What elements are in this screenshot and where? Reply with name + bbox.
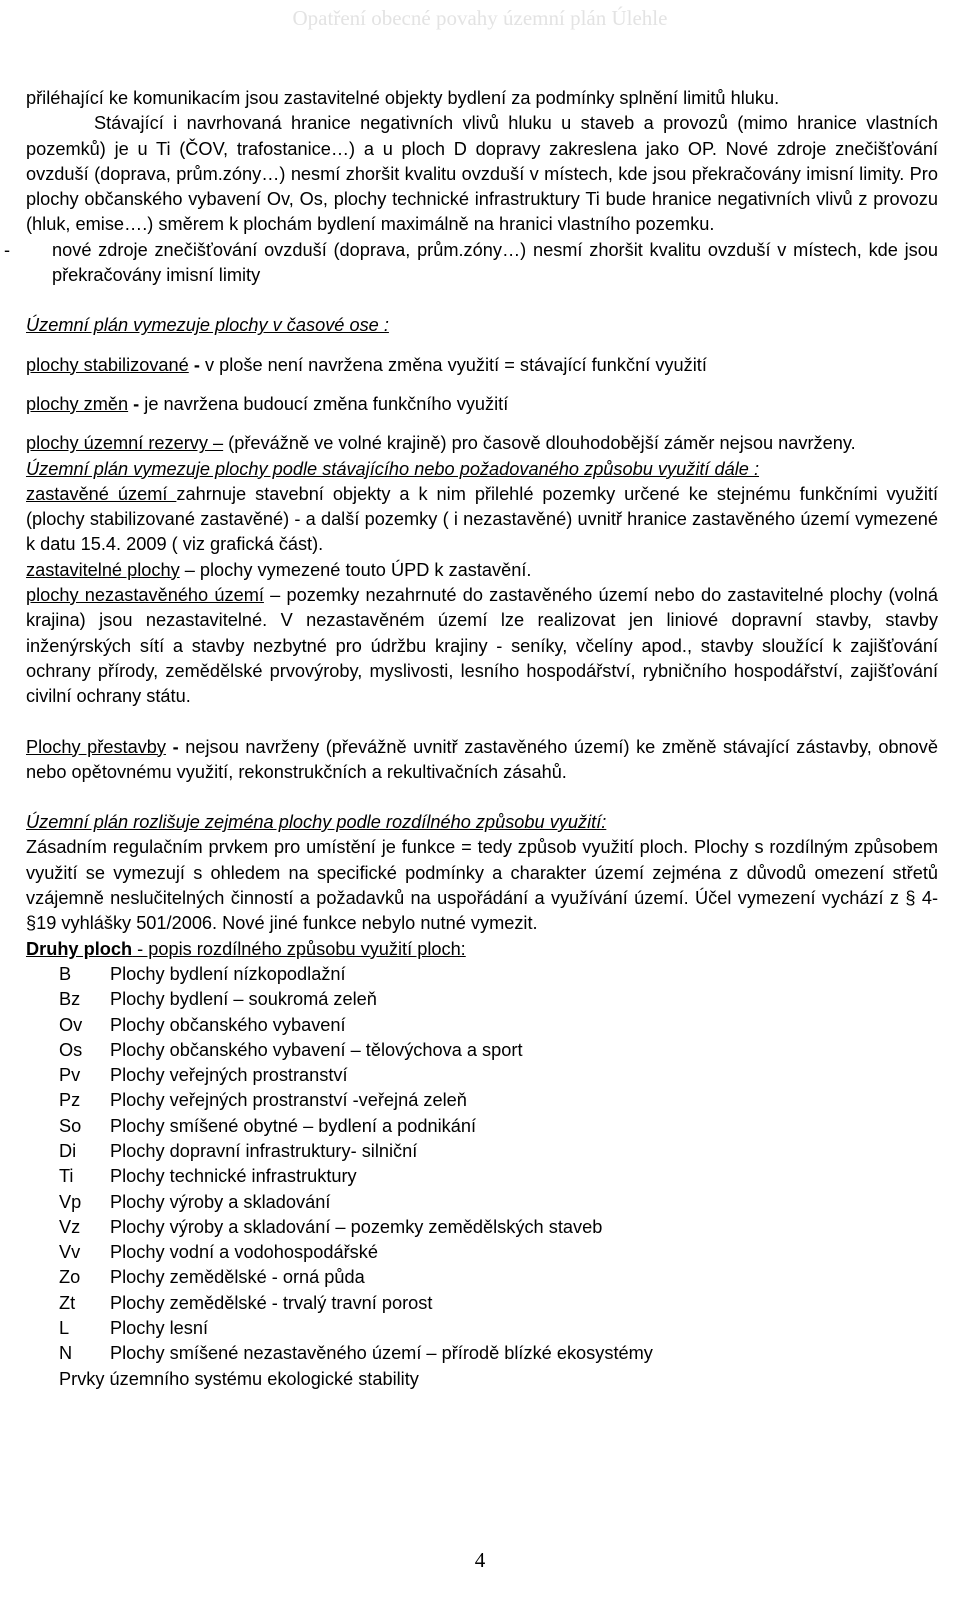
area-type-label: Plochy bydlení – soukromá zeleň xyxy=(110,989,377,1010)
area-type-item xyxy=(26,1316,938,1341)
stabilized-text: v ploše není navržena změna využití = stávající funkční využití xyxy=(204,354,707,375)
types-heading xyxy=(26,937,938,962)
rebuild-text: nejsou navrženy (převážně uvnitř zastavěného území) ke změně stávající zástavby, obnově nebo opětovnému využití, rekonstrukčních a rekultivačních zásahů. xyxy=(26,736,939,782)
area-type-item xyxy=(26,1215,938,1240)
bullet-dash: - xyxy=(4,239,11,260)
diff-section-text: Zásadním regulačním prvkem pro umístění je funkce = tedy způsob využití ploch. Plochy s rozdílným způsobem využití se vymezují s ohledem na specifické podmínky a charakter území zejména z důvodů omezení střetů vzájemně neslučitelných činností a požadavků na uspořádání a využívání území. Účel vymezení vychází z § 4-§19 vyhlášky 501/2006. Nové jiné funkce nebylo nutné vymezit. xyxy=(26,837,938,934)
page-header: Opatření obecné povahy územní plán Úlehle xyxy=(292,6,668,30)
noise-paragraph: přiléhající ke komunikacím jsou zastavitelné objekty bydlení za podmínky splnění limitů hluku. xyxy=(26,88,780,108)
area-type-code: Os xyxy=(59,1039,83,1060)
change-text: je navržena budoucí změna funkčního využití xyxy=(144,393,509,414)
area-type-code: Vp xyxy=(59,1191,82,1212)
change-separator: - xyxy=(128,393,145,414)
noise-boundary-text: Stávající i navrhovaná hranice negativních vlivů hluku u staveb a provozů (mimo hranice vlastních pozemků) je u Ti (ČOV, trafostanice…) a u ploch D dopravy zakreslena jako OP. xyxy=(26,113,938,159)
page-content xyxy=(4,86,939,1392)
area-type-item xyxy=(26,1291,938,1316)
area-type-label: Plochy zemědělské - trvalý travní porost xyxy=(110,1292,433,1313)
change-definition xyxy=(26,392,938,417)
uses-tail: Prvky územního systému ekologické stability xyxy=(59,1368,419,1389)
page-number: 4 xyxy=(474,1548,486,1572)
area-type-item xyxy=(26,1341,938,1366)
area-type-label: Plochy dopravní infrastruktury- silniční xyxy=(110,1140,418,1161)
area-type-code: Zt xyxy=(59,1292,76,1313)
built-area-text: zahrnuje stavební objekty a k nim přilehlé pozemky určené ke stejnému funkčními využití (plochy stabilizované zastavěné) - a další pozemky ( i nezastavěné) uvnitř hranice zastavěného území vymezené k datu 15.4. 2009 ( viz grafická část). xyxy=(26,483,939,555)
area-type-code: N xyxy=(59,1343,73,1364)
types-heading-bold: Druhy ploch xyxy=(26,938,133,959)
area-type-item xyxy=(26,962,938,987)
area-type-code: B xyxy=(59,963,72,984)
area-type-label: Plochy zemědělské - orná půda xyxy=(110,1267,365,1288)
area-type-label: Plochy výroby a skladování – pozemky zemědělských staveb xyxy=(110,1216,603,1237)
unbuilt-text: – pozemky nezahrnuté do zastavěného území nebo do zastavitelné plochy (volná krajina) jsou nezastavitelné. V nezastavěném území lze realizovat jen liniové dopravní stavby, stavby inženýrských sítí a stavby nezbytné pro údržbu krajiny - seníky, včelíny apod., stavby sloužící k zajišťování ochrany přírody, zemědělské prvovýroby, myslivosti, lesního hospodářství, rybničního hospodářství, zajišťování civilní ochrany státu. xyxy=(26,585,938,707)
area-type-item xyxy=(26,1088,938,1113)
reserve-text: (převážně ve volné krajině) pro časově dlouhodobější záměr nejsou navrženy. xyxy=(223,433,856,454)
area-type-code: Vz xyxy=(59,1216,81,1237)
area-type-label: Plochy výroby a skladování xyxy=(110,1191,331,1212)
area-type-item xyxy=(26,1139,938,1164)
change-term: plochy změn xyxy=(26,393,129,414)
reserve-term: plochy územní rezervy – xyxy=(26,433,224,454)
area-type-label: Plochy technické infrastruktury xyxy=(110,1166,357,1187)
area-type-code: L xyxy=(59,1318,70,1339)
area-type-code: So xyxy=(59,1115,82,1136)
bullet-item xyxy=(4,238,938,289)
noise-limits-paragraph xyxy=(26,111,938,237)
area-type-label: Plochy smíšené nezastavěného území – přírodě blízké ekosystémy xyxy=(110,1343,653,1364)
rebuild-definition xyxy=(26,735,938,786)
area-type-label: Plochy smíšené obytné – bydlení a podnikání xyxy=(110,1115,477,1136)
area-type-code: Di xyxy=(59,1140,77,1161)
buildable-term: zastavitelné plochy xyxy=(26,559,180,580)
unbuilt-term: plochy nezastavěného území xyxy=(26,585,264,606)
area-type-code: Vv xyxy=(59,1242,81,1263)
built-area-term: zastavěné území xyxy=(26,483,177,504)
area-type-item xyxy=(26,1013,938,1038)
area-types-list xyxy=(26,962,938,1367)
area-type-label: Plochy veřejných prostranství -veřejná zeleň xyxy=(110,1090,467,1111)
diff-section-heading: Územní plán rozlišuje zejména plochy podle rozdílného způsobu využití: xyxy=(26,812,607,833)
area-type-code: Pv xyxy=(59,1065,81,1086)
area-type-item xyxy=(26,987,938,1012)
stabilized-definition xyxy=(26,353,938,378)
buildable-text: – plochy vymezené touto ÚPD k zastavění. xyxy=(179,559,532,580)
area-type-code: Ov xyxy=(59,1014,83,1035)
rebuild-separator: - xyxy=(166,736,186,757)
bullet-text: nové zdroje znečišťování ovzduší (doprava, prům.zóny…) nesmí zhoršit kvalitu ovzduší v místech, kde jsou překračovány imisní limity xyxy=(52,239,938,286)
built-area-definition xyxy=(26,482,938,558)
area-type-item xyxy=(26,1038,938,1063)
area-type-label: Plochy bydlení nízkopodlažní xyxy=(110,963,346,984)
civic-facilities-text: Pro plochy občanského vybavení Ov, Os, plochy technické infrastruktury Ti bude hranice negativních vlivů z provozu (hluk, emise….) směrem k plochám bydlení maximálně na hranici vlastního pozemku. xyxy=(26,163,938,235)
area-type-item xyxy=(26,1114,938,1139)
time-section-heading: Územní plán vymezuje plochy v časové ose : xyxy=(26,315,389,336)
area-type-code: Zo xyxy=(59,1267,81,1288)
area-type-item xyxy=(26,1240,938,1265)
area-type-label: Plochy veřejných prostranství xyxy=(110,1065,348,1086)
area-type-item xyxy=(26,1164,938,1189)
area-type-label: Plochy lesní xyxy=(110,1318,209,1339)
area-type-item xyxy=(26,1063,938,1088)
area-type-label: Plochy občanského vybavení xyxy=(110,1014,346,1035)
area-type-code: Bz xyxy=(59,989,81,1010)
stabilized-separator: - xyxy=(188,354,205,375)
air-pollution-text: Nové zdroje znečišťování ovzduší (doprava, prům.zóny…) nesmí zhoršit kvalitu ovzduší v místech, kde jsou překračovány imisní limity. xyxy=(26,138,938,184)
area-type-item xyxy=(26,1265,938,1290)
rebuild-term: Plochy přestavby xyxy=(26,736,167,757)
area-type-code: Pz xyxy=(59,1090,81,1111)
area-type-label: Plochy vodní a vodohospodářské xyxy=(110,1242,378,1263)
use-section-heading: Územní plán vymezuje plochy podle stávajícího nebo požadovaného způsobu využití dále : xyxy=(26,458,760,479)
stabilized-term: plochy stabilizované xyxy=(26,354,189,375)
reserve-definition xyxy=(26,431,938,456)
area-type-item xyxy=(26,1190,938,1215)
area-type-label: Plochy občanského vybavení – tělovýchova a sport xyxy=(110,1039,523,1060)
unbuilt-definition xyxy=(26,583,938,709)
buildable-definition xyxy=(26,558,938,583)
types-heading-rest: - popis rozdílného způsobu využití ploch: xyxy=(132,938,466,959)
area-type-code: Ti xyxy=(59,1166,74,1187)
